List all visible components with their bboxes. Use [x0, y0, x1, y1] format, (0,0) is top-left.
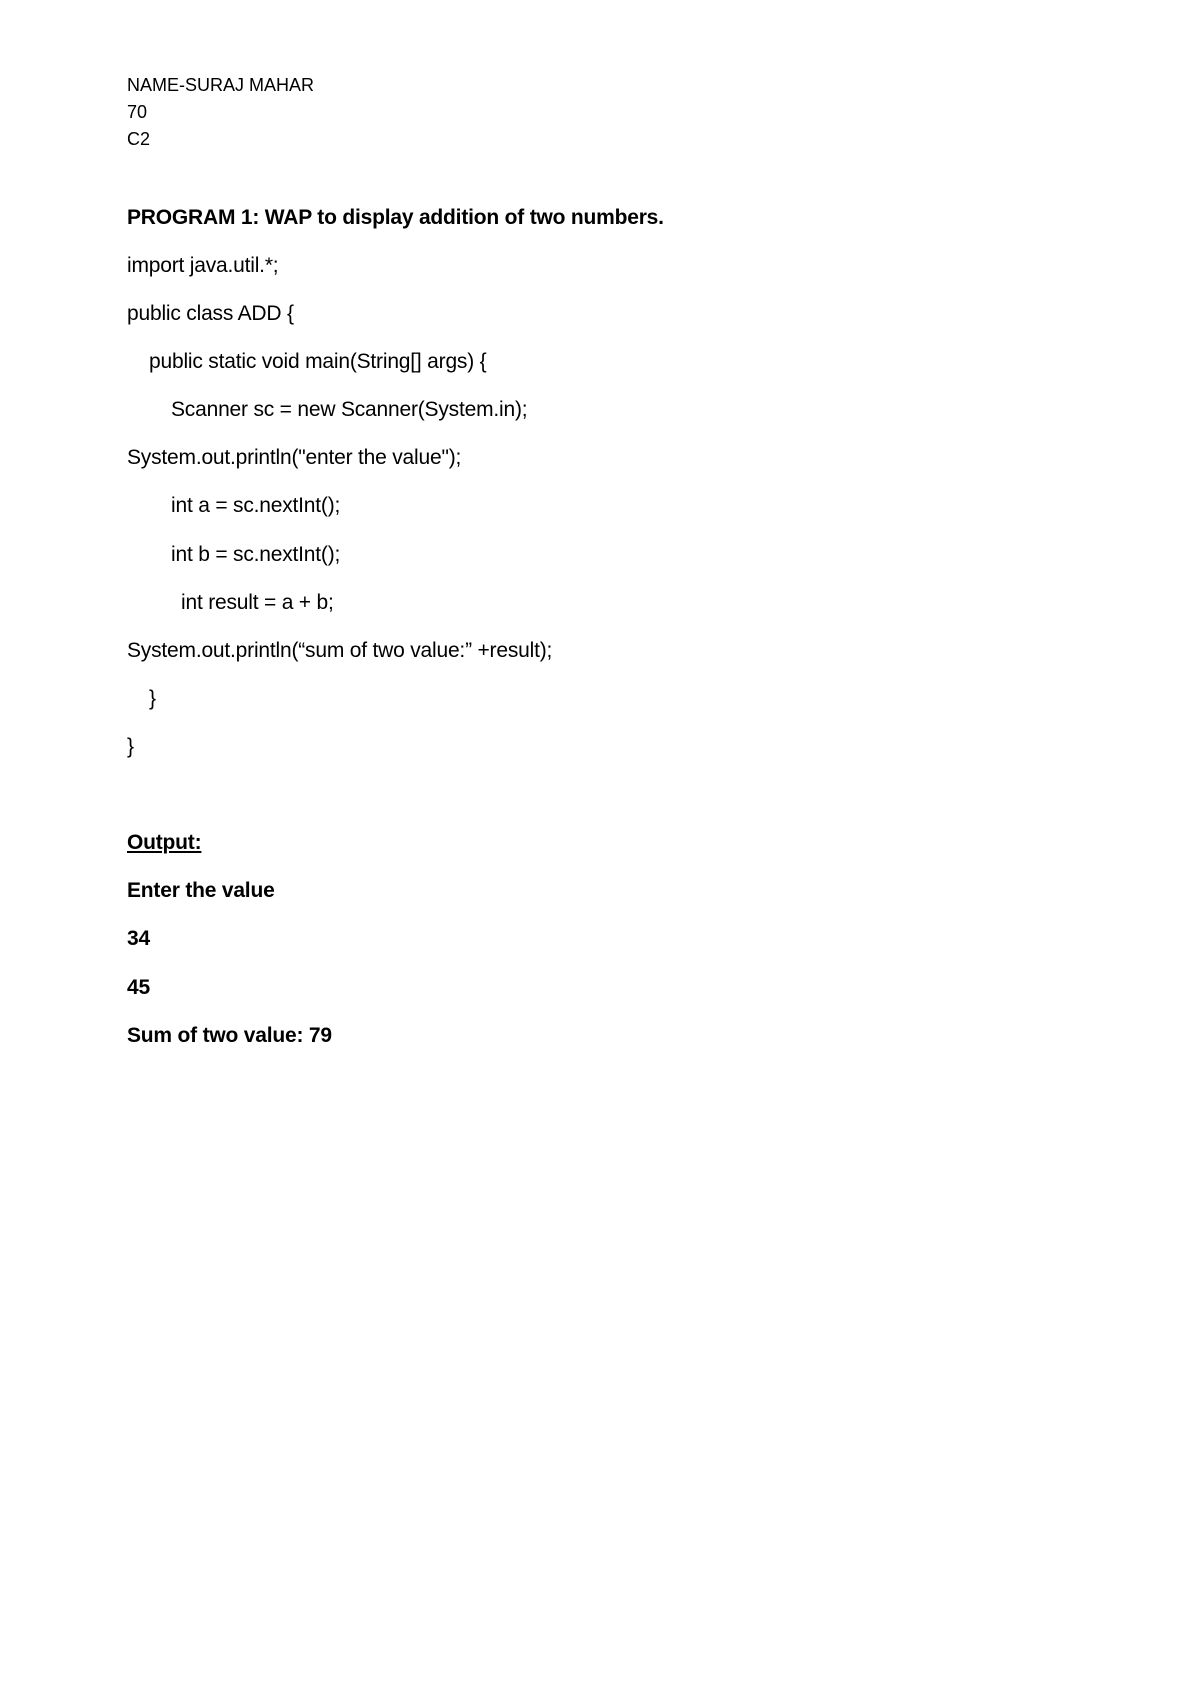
output-line: 34 [127, 927, 150, 950]
code-line: System.out.println(“sum of two value:” +result); [127, 639, 553, 662]
output-line: 45 [127, 976, 150, 999]
code-line: Scanner sc = new Scanner(System.in); [171, 398, 528, 421]
code-line: int a = sc.nextInt(); [171, 494, 341, 517]
division: C2 [127, 129, 151, 149]
roll-number: 70 [127, 102, 148, 122]
output-line: Enter the value [127, 879, 275, 902]
program-title: PROGRAM 1: WAP to display addition of two numbers. [127, 206, 664, 229]
code-line: public class ADD { [127, 302, 294, 325]
output-line: Sum of two value: 79 [127, 1024, 332, 1047]
output-heading: Output: [127, 831, 202, 854]
code-line: int result = a + b; [181, 591, 334, 614]
student-name: NAME-SURAJ MAHAR [127, 75, 315, 95]
student-header [127, 72, 314, 153]
code-line: public static void main(String[] args) { [149, 350, 487, 373]
code-line: } [127, 735, 134, 758]
code-line: } [149, 687, 156, 710]
code-line: int b = sc.nextInt(); [171, 543, 341, 566]
code-line: import java.util.*; [127, 254, 279, 277]
code-line: System.out.println("enter the value"); [127, 446, 462, 469]
